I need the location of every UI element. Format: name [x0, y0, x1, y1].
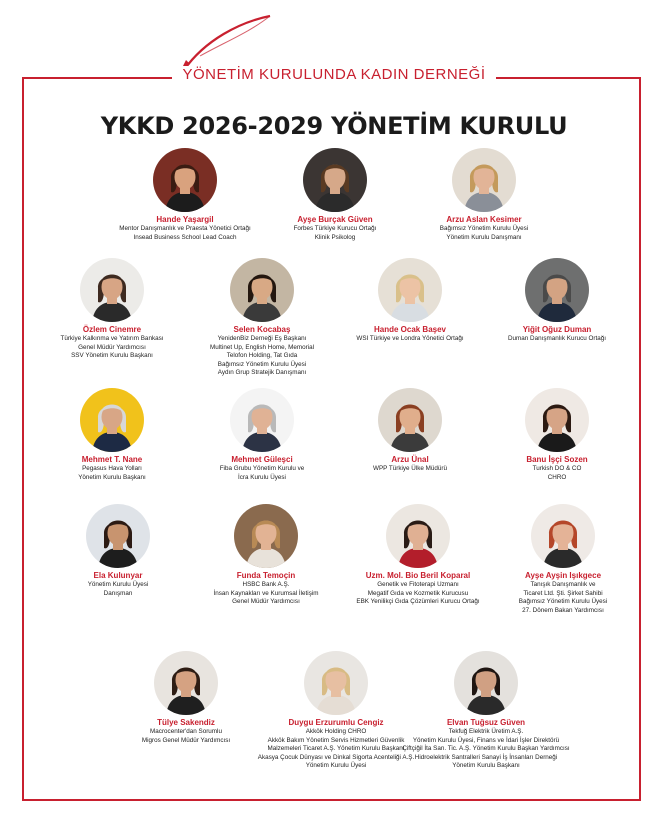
member-photo-avatar	[525, 388, 589, 452]
member-role: Türkiye Kalkınma ve Yatırım Bankası Genel Müdür Yardımcısı SSV Yönetim Kurulu Başkanı	[60, 335, 164, 360]
member-role: Macrocenter'dan Sorumlu Migros Genel Müdür Yardımcısı	[141, 728, 231, 744]
board-member-card	[251, 651, 421, 771]
page-title: YKKD 2026-2029 YÖNETİM KURULU	[100, 112, 568, 140]
member-name: Banu İşçi Sozen	[526, 455, 588, 464]
member-photo-avatar	[525, 258, 589, 322]
board-member-card	[472, 388, 642, 482]
member-role: Pegasus Hava Yolları Yönetim Kurulu Başkanı	[78, 465, 146, 481]
member-role: Fiba Grubu Yönetim Kurulu ve İcra Kurulu Üyesi	[219, 465, 305, 481]
member-role: Akkök Holding CHRO Akkök Bakım Yönetim Servis Hizmetleri Güvenlik Malzemeleri Ticaret A.Ş. Yönetim Kurulu Başkanı Akasya Çocuk Dünyası ve Dinkal Sigorta Acenteliği A.Ş. Yönetim Kurulu Üyesi	[257, 728, 415, 770]
member-role: Bağımsız Yönetim Kurulu Üyesi Yönetim Kurulu Danışmanı	[439, 225, 529, 241]
member-photo-avatar	[531, 504, 595, 568]
member-name: Hande Ocak Başev	[373, 325, 447, 334]
member-name: Elvan Tuğsuz Güven	[446, 718, 526, 727]
member-role: Duman Danışmanlık Kurucu Ortağı	[508, 335, 606, 342]
member-name: Özlem Cinemre	[82, 325, 142, 334]
member-role: Forbes Türkiye Kurucu Ortağı Klinik Psikolog	[293, 225, 377, 241]
member-photo-avatar	[234, 504, 298, 568]
member-name: Mehmet T. Nane	[81, 455, 143, 464]
association-name-text: YÖNETİM KURULUNDA KADIN DERNEĞİ	[172, 66, 495, 83]
member-name: Yiğit Oğuz Duman	[522, 325, 592, 334]
member-photo-avatar	[304, 651, 368, 715]
member-photo-avatar	[378, 388, 442, 452]
member-photo-avatar	[386, 504, 450, 568]
board-member-card	[478, 504, 648, 615]
board-member-card	[101, 651, 271, 745]
board-member-card	[472, 258, 642, 344]
member-name: Tülye Sakendiz	[157, 718, 215, 727]
board-member-card	[399, 148, 569, 242]
member-photo-avatar	[154, 651, 218, 715]
member-role: Tekfuğ Elektrik Üretim A.Ş. Yönetim Kurulu Üyesi, Finans ve İdari İşler Direktörü Çiftçiğil İta San. Tic. A.Ş. Yönetim Kurulu Başkan Yardımcısı Hidroelektrik Santralleri Sanayi İş İnsanları Derneği Yönetim Kurulu Başkanı	[402, 728, 570, 770]
member-photo-avatar	[80, 258, 144, 322]
board-member-card	[325, 258, 495, 344]
board-member-card	[27, 258, 197, 361]
member-photo-avatar	[378, 258, 442, 322]
member-photo-avatar	[86, 504, 150, 568]
board-member-card	[100, 148, 270, 242]
member-role: Genetik ve Fitoterapi Uzmanı Megatif Gıda ve Kozmetik Kurucusu EBK Yenilikçi Gıda Çözümleri Kurucu Ortağı	[356, 581, 480, 606]
member-photo-avatar	[230, 388, 294, 452]
board-member-card	[33, 504, 203, 598]
board-member-card	[401, 651, 571, 771]
member-name: Ayşe Ayşin Işıkgece	[524, 571, 602, 580]
member-photo-avatar	[452, 148, 516, 212]
member-name: Duygu Erzurumlu Cengiz	[288, 718, 384, 727]
board-member-card	[181, 504, 351, 607]
member-role: WPP Türkiye Ülke Müdürü	[373, 465, 447, 472]
member-name: Funda Temoçin	[236, 571, 296, 580]
member-role: Yönetim Kurulu Üyesi Danışman	[87, 581, 149, 597]
member-role: Mentor Danışmanlık ve Praesta Yönetici Ortağı Insead Business School Lead Coach	[119, 225, 251, 241]
board-member-card	[177, 258, 347, 378]
member-role: YenidenBiz Derneği Eş Başkanı Multinet Up, English Home, Memorial Telofon Holding, Tat Gıda Bağımsız Yönetim Kurulu Üyesi Aydın Grup Stratejik Danışmanı	[210, 335, 314, 377]
board-member-card	[250, 148, 420, 242]
board-member-card	[177, 388, 347, 482]
member-role: HSBC Bank A.Ş. İnsan Kaynakları ve Kurumsal İletişim Genel Müdür Yardımcısı	[213, 581, 319, 606]
association-name	[0, 66, 668, 83]
board-member-card	[27, 388, 197, 482]
member-role: WSI Türkiye ve Londra Yönetici Ortağı	[356, 335, 464, 342]
member-name: Hande Yaşargil	[156, 215, 214, 224]
member-photo-avatar	[303, 148, 367, 212]
member-photo-avatar	[153, 148, 217, 212]
member-name: Arzu Aslan Kesimer	[446, 215, 522, 224]
member-name: Arzu Ünal	[391, 455, 429, 464]
member-role: Tanışık Danışmanlık ve Ticaret Ltd. Şti. Şirket Sahibi Bağımsız Yönetim Kurulu Üyesi 27. Dönem Bakan Yardımcısı	[518, 581, 608, 614]
quill-logo-icon	[170, 12, 280, 74]
member-photo-avatar	[230, 258, 294, 322]
member-name: Uzm. Mol. Bio Beril Koparal	[365, 571, 471, 580]
member-name: Selen Kocabaş	[233, 325, 291, 334]
member-name: Ela Kulunyar	[93, 571, 143, 580]
member-name: Mehmet Güleşci	[231, 455, 293, 464]
member-photo-avatar	[80, 388, 144, 452]
member-photo-avatar	[454, 651, 518, 715]
board-member-card	[325, 388, 495, 474]
member-role: Turkish DO & CO CHRO	[532, 465, 582, 481]
member-name: Ayşe Burçak Güven	[297, 215, 373, 224]
